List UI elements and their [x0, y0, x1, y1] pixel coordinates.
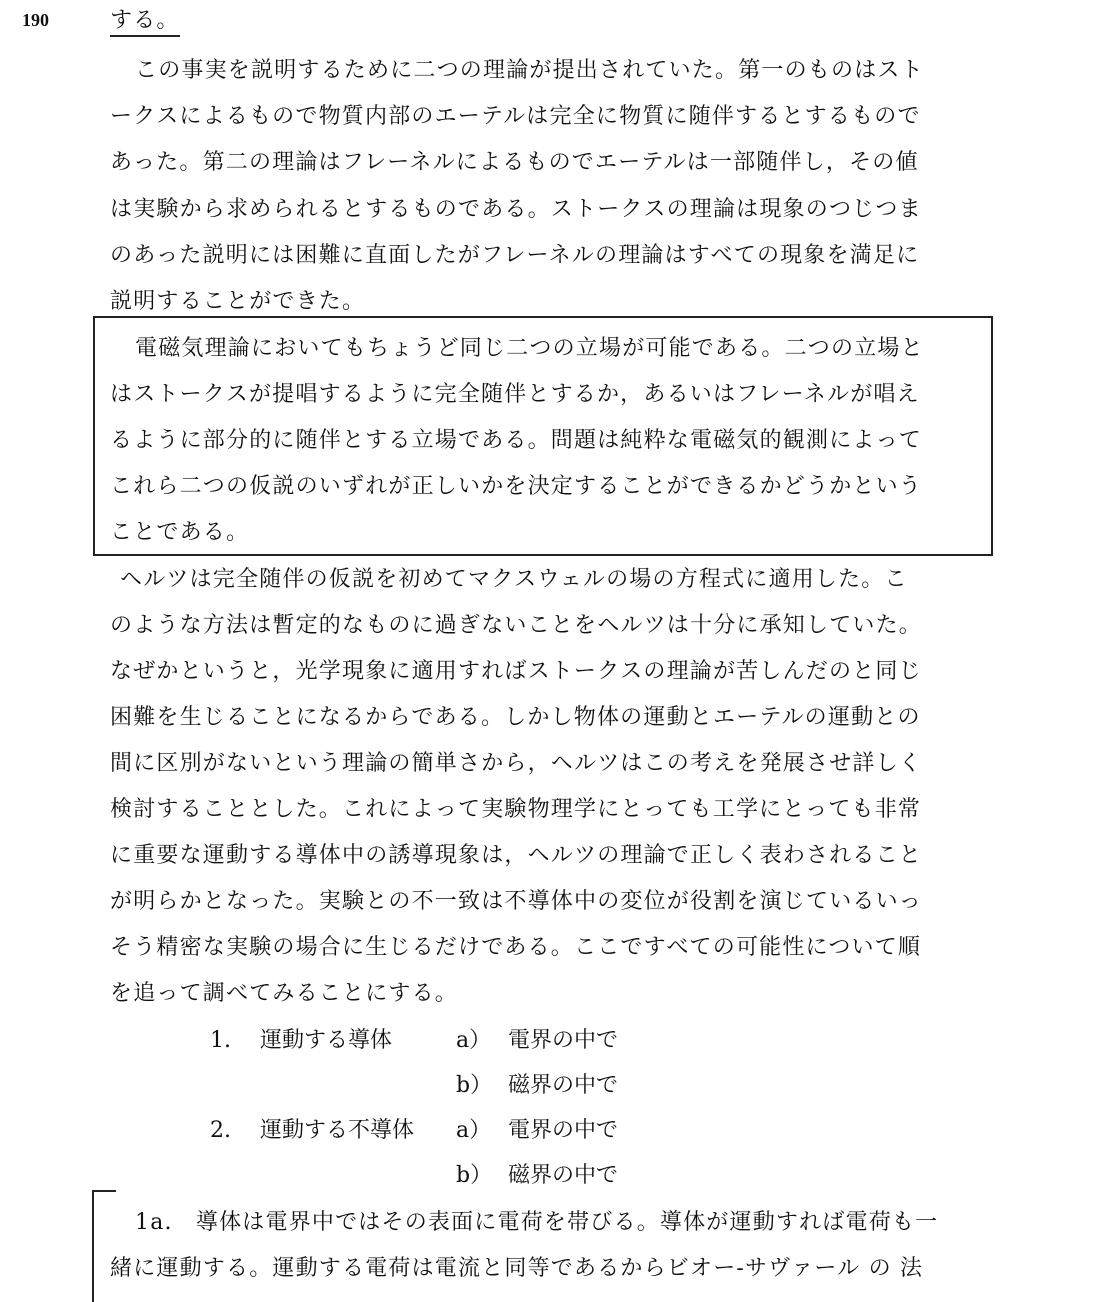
text-line: なぜかというと，光学現象に適用すればストークスの理論が苦しんだのと同じ — [110, 659, 922, 684]
list-sub-text: 磁界の中で — [508, 1073, 619, 1098]
page-number: 190 — [22, 10, 49, 30]
list-sub-label: b） — [456, 1073, 493, 1098]
text-line: 間に区別がないという理論の簡単さから，ヘルツはこの考えを発展させ詳しく — [110, 751, 923, 776]
text-line: のあった説明には困難に直面したがフレーネルの理論はすべての現象を満足に — [110, 243, 920, 268]
text-line: ことである。 — [110, 520, 250, 545]
text-line: 説明することができた。 — [110, 289, 365, 318]
text-line: 検討することとした。これによって実験物理学にとっても工学にとっても非常 — [110, 797, 922, 822]
list-subject: 運動する導体 — [260, 1028, 393, 1053]
text-line: を追って調べてみることにする。 — [110, 981, 459, 1006]
list-sub-text: 電界の中で — [508, 1028, 619, 1053]
text-line: が明らかとなった。実験との不一致は不導体中の変位が役割を演じているいっ — [110, 889, 923, 914]
list-sub-label: a） — [456, 1028, 492, 1053]
text-line: そう精密な実験の場合に生じるだけである。ここですべての可能性について順 — [110, 935, 922, 960]
text-line: は実験から求められるとするものである。ストークスの理論は現象のつじつま — [110, 197, 922, 222]
handdrawn-bracket-annotation — [92, 1190, 116, 1302]
list-number: 2. — [210, 1118, 231, 1143]
text-line: ヘルツは完全随伴の仮説を初めてマクスウェルの場の方程式に適用した。こ — [120, 567, 908, 592]
text-line: これら二つの仮説のいずれが正しいかを決定することができるかどうかという — [110, 474, 923, 499]
list-sub-text: 電界の中で — [508, 1118, 619, 1143]
list-sub-text: 磁界の中で — [508, 1163, 619, 1188]
text-line: のような方法は暫定的なものに過ぎないことをヘルツは十分に承知していた。 — [110, 613, 923, 638]
text-line: 緒に運動する。運動する電荷は電流と同等であるからビオー-サヴァール の 法 — [110, 1256, 924, 1281]
text-line: あった。第二の理論はフレーネルによるものでエーテルは一部随伴し，その値 — [110, 150, 919, 175]
text-line: はストークスが提唱するように完全随伴とするか，あるいはフレーネルが唱え — [110, 382, 920, 407]
list-subject: 運動する不導体 — [260, 1118, 415, 1143]
list-sub-label: b） — [456, 1163, 493, 1188]
text-line: する。 — [110, 8, 180, 37]
text-line: るように部分的に随伴とする立場である。問題は純粋な電磁気的観測によって — [110, 428, 923, 453]
text-line: 困難を生じることになるからである。しかし物体の運動とエーテルの運動との — [110, 705, 921, 730]
text-line: 電磁気理論においてもちょうど同じ二つの立場が可能である。二つの立場と — [135, 336, 924, 361]
list-sub-label: a） — [456, 1118, 492, 1143]
text-line: 1a. 導体は電界中ではその表面に電荷を帯びる。導体が運動すれば電荷も一 — [135, 1210, 939, 1235]
list-number: 1. — [210, 1028, 231, 1053]
text-line: に重要な運動する導体中の誘導現象は，ヘルツの理論で正しく表わされること — [110, 843, 923, 868]
text-line: この事実を説明するために二つの理論が提出されていた。第一のものはスト — [135, 58, 924, 83]
text-line: ークスによるもので物質内部のエーテルは完全に物質に随伴するとするもので — [110, 104, 921, 129]
